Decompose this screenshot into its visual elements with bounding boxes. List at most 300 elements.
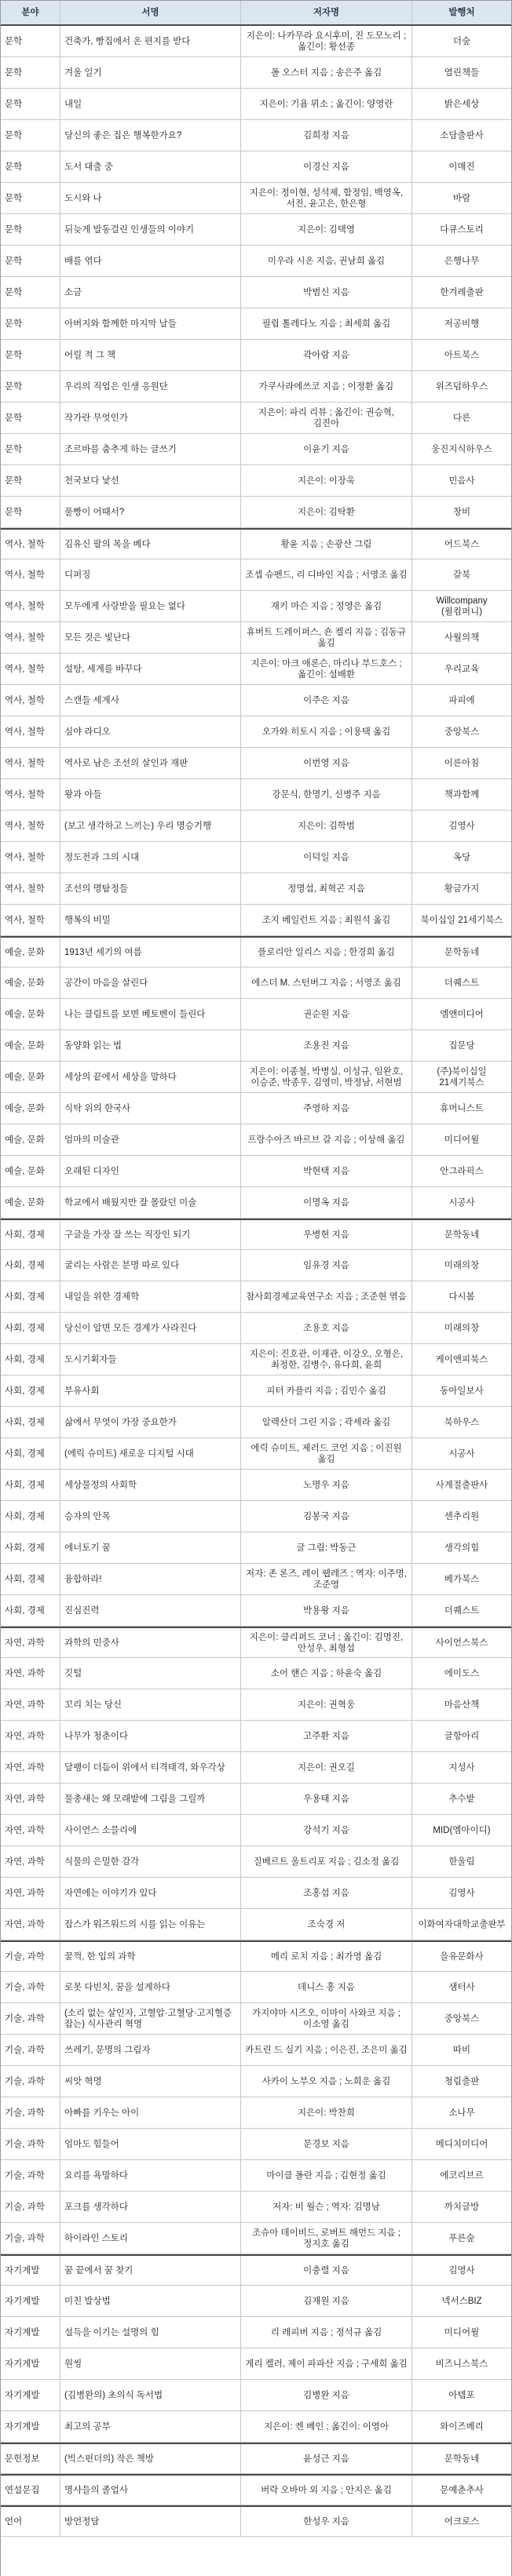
table-row [1,2254,511,2286]
publisher-cell: 황금가지 [444,884,480,894]
title-cell: 겨울 일기 [60,57,241,88]
table-row [1,716,511,748]
table-row [1,1532,511,1564]
title-cell: 요리를 욕망하다 [60,2160,241,2191]
publisher-cell: (주)북이십일 21세기북스 [437,1066,487,1088]
category-cell: 자기계발 [1,2411,60,2442]
author-cell: 조홍섭 지음 [241,1878,412,1908]
table-row [1,497,511,528]
author-cell: 지은이: 이종철, 박병실, 이성규, 임완호, 이승준, 박종우, 김영미, 박정남, 서현범 [241,1062,412,1092]
author-cell: 김희정 지음 [241,120,412,151]
category-cell: 사회, 경제 [1,1501,60,1532]
table-row [1,2505,511,2537]
header-title[interactable]: 서명 [60,1,241,24]
title-cell: 뒤늦게 발동걸린 인생들의 이야기 [60,214,241,245]
publisher-cell: 엠앤미디어 [440,1009,484,1019]
category-cell: 자기계발 [1,2348,60,2379]
category-cell: 문헌정보 [1,2444,60,2473]
publisher-cell: 다른 [452,413,471,423]
category-cell: 문학 [1,120,60,151]
category-cell: 역사, 철학 [1,654,60,684]
author-cell: 지은이: 진호관, 이재관, 이강오, 오형은, 최정한, 김병수, 유다희, 윤희 [241,1344,412,1375]
category-cell: 자연, 과학 [1,1628,60,1657]
table-row [1,371,511,403]
category-cell: 예술, 문화 [1,967,60,998]
table-row [1,183,511,214]
publisher-cell: 김영사 [448,2265,475,2275]
publisher-cell: 옥당 [452,852,471,862]
table-row [1,2097,511,2129]
publisher-cell: 중앙북스 [444,727,480,737]
table-row [1,1124,511,1156]
title-cell: 학교에서 배웠지만 잘 몰랐던 미술 [60,1187,241,1218]
publisher-cell: 열린책들 [444,67,480,78]
author-cell: 박현택 지음 [241,1156,412,1186]
title-cell: 역사로 남은 조선의 살인과 재판 [60,748,241,778]
author-cell: 이주은 지음 [241,685,412,716]
title-cell: 꼬리 치는 당신 [60,1689,241,1720]
publisher-cell: 와이즈베리 [440,2421,484,2432]
publisher-cell: 을유문화사 [440,1951,484,1962]
category-cell: 자기계발 [1,2380,60,2410]
table-row [1,1407,511,1438]
publisher-cell: 에이도스 [444,1668,480,1678]
publisher-cell: 생각의힘 [444,1543,480,1553]
author-cell: 김봉국 지음 [241,1501,412,1532]
publisher-cell: 다큐스토리 [440,224,484,235]
author-cell: 지은이: 이장욱 [241,465,412,496]
author-cell: 박범신 지음 [241,277,412,308]
table-row [1,591,511,622]
publisher-cell: 이매진 [448,162,475,172]
title-cell: 오래된 디자인 [60,1156,241,1186]
publisher-cell: 미디어윌 [444,1135,480,1145]
title-cell: 꿈 끝에서 꿈 찾기 [60,2256,241,2285]
category-cell: 사회, 경제 [1,1250,60,1281]
title-cell: 과학의 민중사 [60,1628,241,1657]
publisher-cell: 센추리원 [444,1511,480,1521]
category-cell: 사회, 경제 [1,1281,60,1312]
author-cell: 리 레피버 지음 ; 정석규 옮김 [241,2317,412,2348]
author-cell: 조용호 지음 [241,1313,412,1343]
author-cell: 박용왕 지음 [241,1595,412,1626]
category-cell: 기술, 과학 [1,2066,60,2097]
category-cell: 사회, 경제 [1,1375,60,1406]
author-cell: 이번영 지음 [241,748,412,778]
title-cell: 식물의 은밀한 감각 [60,1846,241,1877]
publisher-cell: 이화여자대학교출판부 [418,1919,506,1929]
table-row [1,622,511,654]
table-row [1,905,511,936]
publisher-cell: 추수밭 [448,1794,475,1804]
author-cell: 지은이: 김탁환 [241,497,412,527]
author-cell: 곽아람 지음 [241,340,412,370]
title-cell: 설탕, 세계를 바꾸다 [60,654,241,684]
title-cell: 소금 [60,277,241,308]
title-cell: (에릭 슈미트) 새로운 디지털 시대 [60,1438,241,1469]
title-cell: 김유신 팔의 목을 베다 [60,530,241,559]
title-cell: 조선의 명탐정들 [60,873,241,904]
table-row [1,89,511,120]
category-cell: 기술, 과학 [1,1972,60,2002]
category-cell: 사회, 경제 [1,1313,60,1343]
author-cell: 한성우 지음 [241,2507,412,2536]
publisher-cell: 미래의창 [444,1323,480,1333]
title-cell: 달팽이 더듬이 위에서 티격태격, 와우각상 [60,1752,241,1783]
category-cell: 역사, 철학 [1,622,60,653]
category-cell: 예술, 문화 [1,1187,60,1218]
title-cell: 원씽 [60,2348,241,2379]
table-row [1,1281,511,1313]
title-cell: 모두에게 사랑받을 필요는 없다 [60,591,241,621]
table-row [1,434,511,465]
title-cell: 씨앗 혁명 [60,2066,241,2097]
category-cell: 예술, 문화 [1,938,60,967]
title-cell: 당신이 알면 모든 경계가 사라진다 [60,1313,241,1343]
table-row [1,1752,511,1784]
title-cell: 식탁 위의 한국사 [60,1093,241,1124]
title-cell: 내일을 위한 경제학 [60,1281,241,1312]
title-cell: 엄마도 힘들어 [60,2129,241,2159]
table-row [1,1470,511,1501]
table-row [1,1909,511,1940]
category-cell: 연설문집 [1,2476,60,2505]
publisher-cell: 김영사 [448,821,475,831]
category-cell: 예술, 문화 [1,1124,60,1155]
table-row [1,2035,511,2066]
publisher-cell: 은행나무 [444,256,480,266]
publisher-cell: 한겨레출판 [440,287,484,297]
publisher-cell: 사월의책 [444,632,480,643]
author-cell: 주영하 지음 [241,1093,412,1124]
author-cell: 지은이: 마크 애론슨, 마리나 부드호스 ; 옮긴이: 설배환 [241,654,412,684]
category-cell: 기술, 과학 [1,2192,60,2222]
title-cell: 미친 발상법 [60,2286,241,2316]
publisher-cell: 아트북스 [444,350,480,360]
category-cell: 역사, 철학 [1,685,60,716]
title-cell: 설득을 이기는 설명의 힘 [60,2317,241,2348]
header-category[interactable]: 분야 [1,1,60,24]
title-cell: 명사들의 졸업사 [60,2476,241,2505]
title-cell: 하이라인 스토리 [60,2223,241,2254]
author-cell: 질베르트 울트리포 지음 ; 김소정 옮김 [241,1846,412,1877]
publisher-cell: 웅진지식하우스 [431,444,492,454]
author-cell: 필립 톨레다노 지음 ; 최세희 옮김 [241,308,412,339]
author-cell: 지은이: 파리 리뷰 ; 옮긴이: 권승혁, 김진아 [241,403,412,433]
author-cell: 데니스 홍 지음 [241,1972,412,2002]
table-row [1,2003,511,2035]
table-row [1,1689,511,1721]
table-row [1,2286,511,2317]
author-cell: 우병현 지음 [241,1220,412,1249]
author-cell: 지은이: 박찬희 [241,2097,412,2128]
table-row [1,277,511,308]
category-cell: 문학 [1,151,60,182]
author-cell: 가쿠사라에쓰코 지음 ; 이정환 옮김 [241,371,412,402]
title-cell: 물총새는 왜 모래밭에 그림을 그릴까 [60,1784,241,1814]
title-cell: 도시기획자들 [60,1344,241,1375]
title-cell: 잡스가 워즈워드의 시를 읽는 이유는 [60,1909,241,1940]
publisher-cell: 휴머니스트 [440,1103,484,1113]
table-row [1,1438,511,1470]
title-cell: 건축가, 빵집에서 온 편지를 받다 [60,26,241,56]
publisher-cell: 바람 [452,193,471,203]
author-cell: 글 그림: 박동근 [241,1532,412,1563]
author-cell: 노명우 지음 [241,1470,412,1500]
category-cell: 자연, 과학 [1,1909,60,1940]
category-cell: 역사, 철학 [1,811,60,841]
author-cell: 김재원 지음 [241,2286,412,2316]
category-cell: 자연, 과학 [1,1658,60,1689]
author-cell: 조지 베일런트 지음 ; 최원석 옮김 [241,905,412,935]
title-cell: (김병완의) 초의식 독서법 [60,2380,241,2410]
publisher-cell: 북하우스 [444,1417,480,1427]
category-cell: 사회, 경제 [1,1564,60,1594]
table-row [1,1564,511,1595]
table-row [1,2317,511,2348]
table-row [1,1313,511,1344]
category-cell: 자연, 과학 [1,1846,60,1877]
publisher-cell: 미디어윌 [444,2327,480,2337]
table-row [1,1815,511,1846]
category-cell: 역사, 철학 [1,873,60,904]
category-cell: 자연, 과학 [1,1752,60,1783]
title-cell: 모든 것은 빛난다 [60,622,241,653]
table-row [1,1093,511,1124]
category-cell: 자연, 과학 [1,1878,60,1908]
author-cell: 카트린 드 실기 지음 ; 이은진, 조은미 옮김 [241,2035,412,2065]
author-cell: 이덕일 지음 [241,842,412,873]
author-cell: 휴버트 드레이퍼스, 숀 켈리 지음 ; 김동규 옮김 [241,622,412,653]
publisher-cell: 위즈덤하우스 [435,381,488,392]
publisher-cell: 더퀘스트 [444,1605,480,1616]
title-cell: 1913년 세기의 여름 [60,938,241,967]
table-row [1,1375,511,1407]
publisher-cell: 미래의창 [444,1260,480,1270]
category-cell: 사회, 경제 [1,1595,60,1626]
author-cell: 재키 마슨 지음 ; 정영은 옮김 [241,591,412,621]
table-row [1,936,511,967]
table-row [1,1846,511,1878]
publisher-cell: 마음산책 [444,1700,480,1710]
table-row [1,1595,511,1627]
category-cell: 기술, 과학 [1,2160,60,2191]
publisher-cell: MID(엠아이디) [433,1825,491,1835]
category-cell: 역사, 철학 [1,530,60,559]
table-row [1,999,511,1030]
table-row [1,1219,511,1250]
table-row [1,1940,511,1972]
author-cell: 조숙경 저 [241,1909,412,1940]
title-cell: 승자의 안목 [60,1501,241,1532]
author-cell: 조셉 슈펜드, 리 디바인 지음 ; 서영조 옮김 [241,559,412,590]
author-cell: 미우라 시온 지음, 권남희 옮김 [241,246,412,276]
header-publisher[interactable]: 발행처 [448,8,475,17]
publisher-cell: 베가북스 [444,1574,480,1584]
category-cell: 사회, 경제 [1,1532,60,1563]
category-cell: 기술, 과학 [1,2223,60,2254]
publisher-cell: 이른아침 [444,758,480,768]
author-cell: 조슈아 데이비드, 로버트 해먼드 지음 ; 정지호 옮김 [241,2223,412,2254]
table-row [1,1062,511,1093]
publisher-cell: 메디치미디어 [435,2139,488,2149]
publisher-cell: 에코리브르 [440,2170,484,2181]
author-cell: 플로리안 일리스 지음 ; 한경희 옮김 [241,938,412,967]
table-row [1,2066,511,2097]
title-cell: 내일 [60,89,241,119]
table-row [1,26,511,57]
publisher-cell: 시공사 [448,1448,475,1459]
category-cell: 기술, 과학 [1,2035,60,2065]
table-row [1,748,511,779]
table-row [1,967,511,999]
author-cell: 윤성근 지음 [241,2444,412,2473]
category-cell: 기술, 과학 [1,2129,60,2159]
table-row [1,1187,511,1219]
author-cell: 임유경 지음 [241,1250,412,1281]
title-cell: 세상물정의 사회학 [60,1470,241,1500]
title-cell: 동양화 읽는 법 [60,1030,241,1061]
category-cell: 자연, 과학 [1,1689,60,1720]
category-cell: 자기계발 [1,2317,60,2348]
title-cell: 굴리는 사람은 분명 따로 있다 [60,1250,241,1281]
title-cell: 도시와 나 [60,183,241,213]
table-row [1,779,511,811]
publisher-cell: 까치글방 [444,2202,480,2212]
table-row [1,2474,511,2505]
table-row [1,2223,511,2254]
table-row [1,528,511,559]
category-cell: 자연, 과학 [1,1784,60,1814]
title-cell: 부유사회 [60,1375,241,1406]
table-row [1,2192,511,2223]
author-cell: 정명섭, 최혁곤 지음 [241,873,412,904]
table-row [1,1658,511,1689]
publisher-cell: 비즈니스북스 [435,2359,488,2369]
table-row [1,559,511,591]
publisher-cell: 소나무 [448,2108,475,2118]
title-cell: 최고의 공부 [60,2411,241,2442]
table-row [1,685,511,716]
table-row [1,873,511,905]
author-cell: 고주환 지음 [241,1721,412,1751]
category-cell: 언어 [1,2507,60,2536]
category-cell: 역사, 철학 [1,559,60,590]
category-cell: 예술, 문화 [1,1093,60,1124]
author-cell: 피터 카플리 지음 ; 김민수 옮김 [241,1375,412,1406]
publisher-cell: 어크로스 [444,2516,480,2527]
category-cell: 문학 [1,277,60,308]
publisher-cell: 책과함께 [444,789,480,800]
category-cell: 예술, 문화 [1,1030,60,1061]
header-author[interactable]: 저자명 [241,1,412,24]
publisher-cell: 사이언스북스 [435,1638,488,1648]
title-cell: 진심진력 [60,1595,241,1626]
author-cell: 지은이: 나카무라 요시후미, 진 도모노리 ; 옮긴이: 황선종 [241,26,412,56]
author-cell: 버락 오바마 외 지음 ; 안지은 옮김 [241,2476,412,2505]
title-cell: 왕과 아들 [60,779,241,810]
author-cell: 지은이: 김학범 [241,811,412,841]
publisher-cell: 문학동네 [444,1230,480,1240]
author-cell: 게리 켈러, 제이 파파산 지음 ; 구세희 옮김 [241,2348,412,2379]
publisher-cell: 사계절출판사 [435,1480,488,1490]
title-cell: (보고 생각하고 느끼는) 우리 명승기행 [60,811,241,841]
publisher-cell: 문예춘추사 [440,2485,484,2495]
title-cell: 융합하라! [60,1564,241,1594]
table-row [1,340,511,371]
author-cell: 지은이: 정이현, 성석제, 함정임, 백영옥, 서진, 윤고은, 한은형 [241,183,412,213]
title-cell: 꿀꺽, 한 입의 과학 [60,1942,241,1971]
publisher-cell: 집문당 [448,1040,475,1051]
category-cell: 문학 [1,89,60,119]
publisher-cell: 아템포 [448,2390,475,2400]
category-cell: 역사, 철학 [1,716,60,747]
author-cell: 소어 핸슨 지음 ; 하윤숙 옮김 [241,1658,412,1689]
table-row [1,1878,511,1909]
category-cell: 문학 [1,214,60,245]
publisher-cell: 우리교육 [444,664,480,674]
category-cell: 기술, 과학 [1,2003,60,2034]
category-cell: 자기계발 [1,2286,60,2316]
author-cell: 오가와 히토시 지음 ; 이용택 옮김 [241,716,412,747]
table-row [1,1344,511,1375]
author-cell: 프랑수아즈 바르브 갈 지음 ; 이상해 옮김 [241,1124,412,1155]
category-cell: 문학 [1,246,60,276]
publisher-cell: 문학동네 [444,947,480,957]
publisher-cell: 중앙북스 [444,2013,480,2024]
category-cell: 사회, 경제 [1,1220,60,1249]
table-row [1,246,511,277]
title-cell: (빅스펀더의) 작은 책방 [60,2444,241,2473]
category-cell: 문학 [1,340,60,370]
author-cell: 조용진 지음 [241,1030,412,1061]
category-cell: 사회, 경제 [1,1344,60,1375]
table-row [1,1972,511,2003]
table-row [1,1156,511,1187]
author-cell: 에스더 M. 스턴버그 지음 ; 서영조 옮김 [241,967,412,998]
author-cell: 참사회경제교육연구소 지음 ; 조준현 엮음 [241,1281,412,1312]
publisher-cell: 푸른숲 [448,2233,475,2243]
table-row [1,1721,511,1752]
publisher-cell: 동아일보사 [440,1386,484,1396]
author-cell: 사카이 노부오 지음 ; 노희운 옮김 [241,2066,412,2097]
title-cell: 나무가 청춘이다 [60,1721,241,1751]
publisher-cell: 어드북스 [444,539,480,549]
author-cell: 김병완 지음 [241,2380,412,2410]
title-cell: 당신의 좋은 집은 행복한가요? [60,120,241,151]
title-cell: 세상의 끝에서 세상을 말하다 [60,1062,241,1092]
category-cell: 자기계발 [1,2256,60,2285]
publisher-cell: 김영사 [448,1888,475,1898]
publisher-cell: Willcompany (윌컴퍼니) [436,596,488,617]
title-cell: 조르바를 춤추게 하는 글쓰기 [60,434,241,465]
author-cell: 지은이: 권오길 [241,1752,412,1783]
category-cell: 자연, 과학 [1,1815,60,1845]
category-cell: 예술, 문화 [1,1062,60,1092]
author-cell: 폴 오스터 지음 ; 송은주 옮김 [241,57,412,88]
category-cell: 사회, 경제 [1,1407,60,1437]
table-row [1,2443,511,2474]
table-row [1,654,511,685]
title-cell: 사이언스 소믈리에 [60,1815,241,1845]
author-cell: 저자: 비 월슨 ; 역자: 김명남 [241,2192,412,2222]
author-cell: 황윤 지음 ; 손광산 그림 [241,530,412,559]
author-cell: 이윤기 지음 [241,434,412,465]
category-cell: 문학 [1,57,60,88]
author-cell: 문경보 지음 [241,2129,412,2159]
title-cell: 스캔들 세계사 [60,685,241,716]
category-cell: 문학 [1,308,60,339]
